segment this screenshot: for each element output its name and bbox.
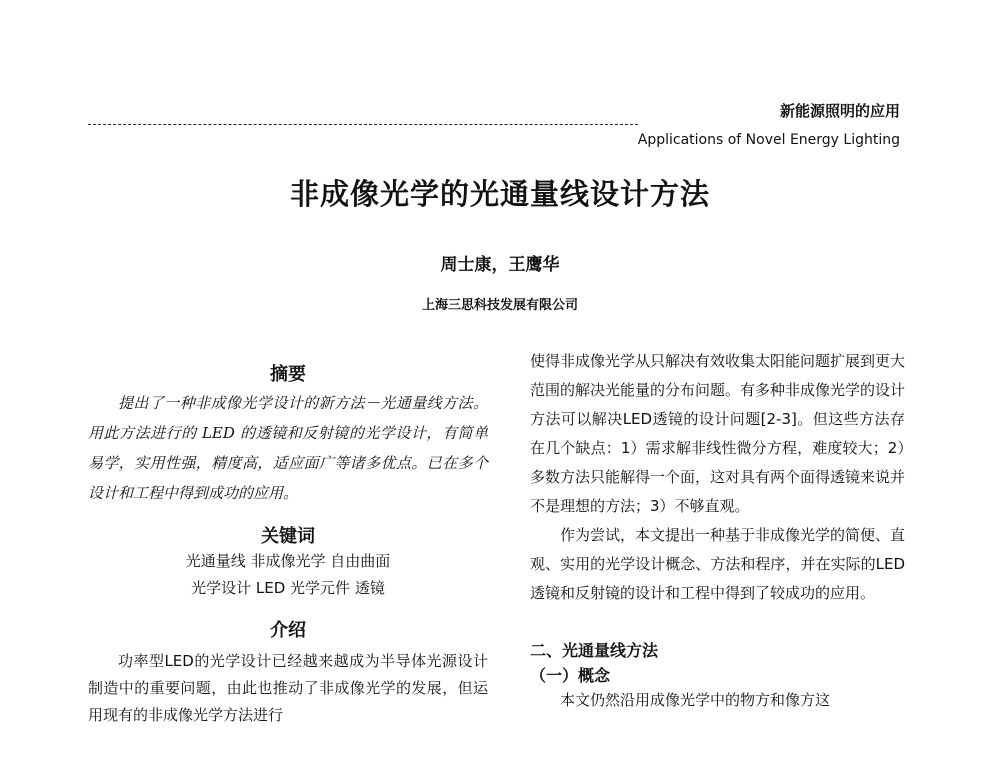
- right-column: [530, 347, 905, 715]
- intro-heading: 介绍: [270, 620, 306, 641]
- left-column: [88, 360, 488, 729]
- intro-paragraph-1: 功率型LED的光学设计已经越来越成为半导体光源设计制造中的重要问题，由此也推动了非成像光学的发展，但运用现有的非成像光学方法进行: [88, 652, 488, 724]
- intro-paragraph-2: 作为尝试，本文提出一种基于非成像光学的简便、直观、实用的光学设计概念、方法和程序，并在实际的LED透镜和反射镜的设计和工程中得到了较成功的应用。: [530, 526, 906, 602]
- section-2-1-text: 本文仍然沿用成像光学中的物方和像方这: [560, 691, 831, 709]
- paper-title: 非成像光学的光通量线设计方法: [289, 177, 710, 211]
- abstract-heading: 摘要: [270, 364, 306, 385]
- section-2-heading: 二、光通量线方法: [530, 641, 659, 660]
- running-header-cn: 新能源照明的应用: [779, 102, 900, 120]
- affiliation: 上海三思科技发展有限公司: [421, 298, 578, 313]
- keywords-heading: 关键词: [261, 526, 315, 547]
- header-rule: [88, 124, 638, 125]
- intro-paragraph-1-continued: 使得非成像光学从只解决有效收集太阳能问题扩展到更大范围的解决光能量的分布问题。有多种非成像光学的设计方法可以解决LED透镜的设计问题[2-3]。但这些方法存在几个缺点：1）需求解非线性微分方程，难度较大；2）多数方法只能解得一个面，这对具有两个面得透镜来说并不是理想的方法；3）不够直观。: [530, 352, 906, 515]
- section-2-1-heading: （一）概念: [530, 666, 611, 685]
- abstract-text: 提出了一种非成像光学设计的新方法－光通量线方法。用此方法进行的 LED 的透镜和反射镜的光学设计，有简单易学，实用性强，精度高，适应面广等诸多优点。已在多个设计和工程中得到成功的应用。: [88, 394, 488, 502]
- keywords-line-1: 光通量线 非成像光学 自由曲面: [185, 552, 391, 570]
- running-header-en: Applications of Novel Energy Lighting: [637, 132, 900, 148]
- authors: 周士康，王鹰华: [440, 255, 560, 275]
- keywords-line-2: 光学设计 LED 光学元件 透镜: [191, 579, 385, 597]
